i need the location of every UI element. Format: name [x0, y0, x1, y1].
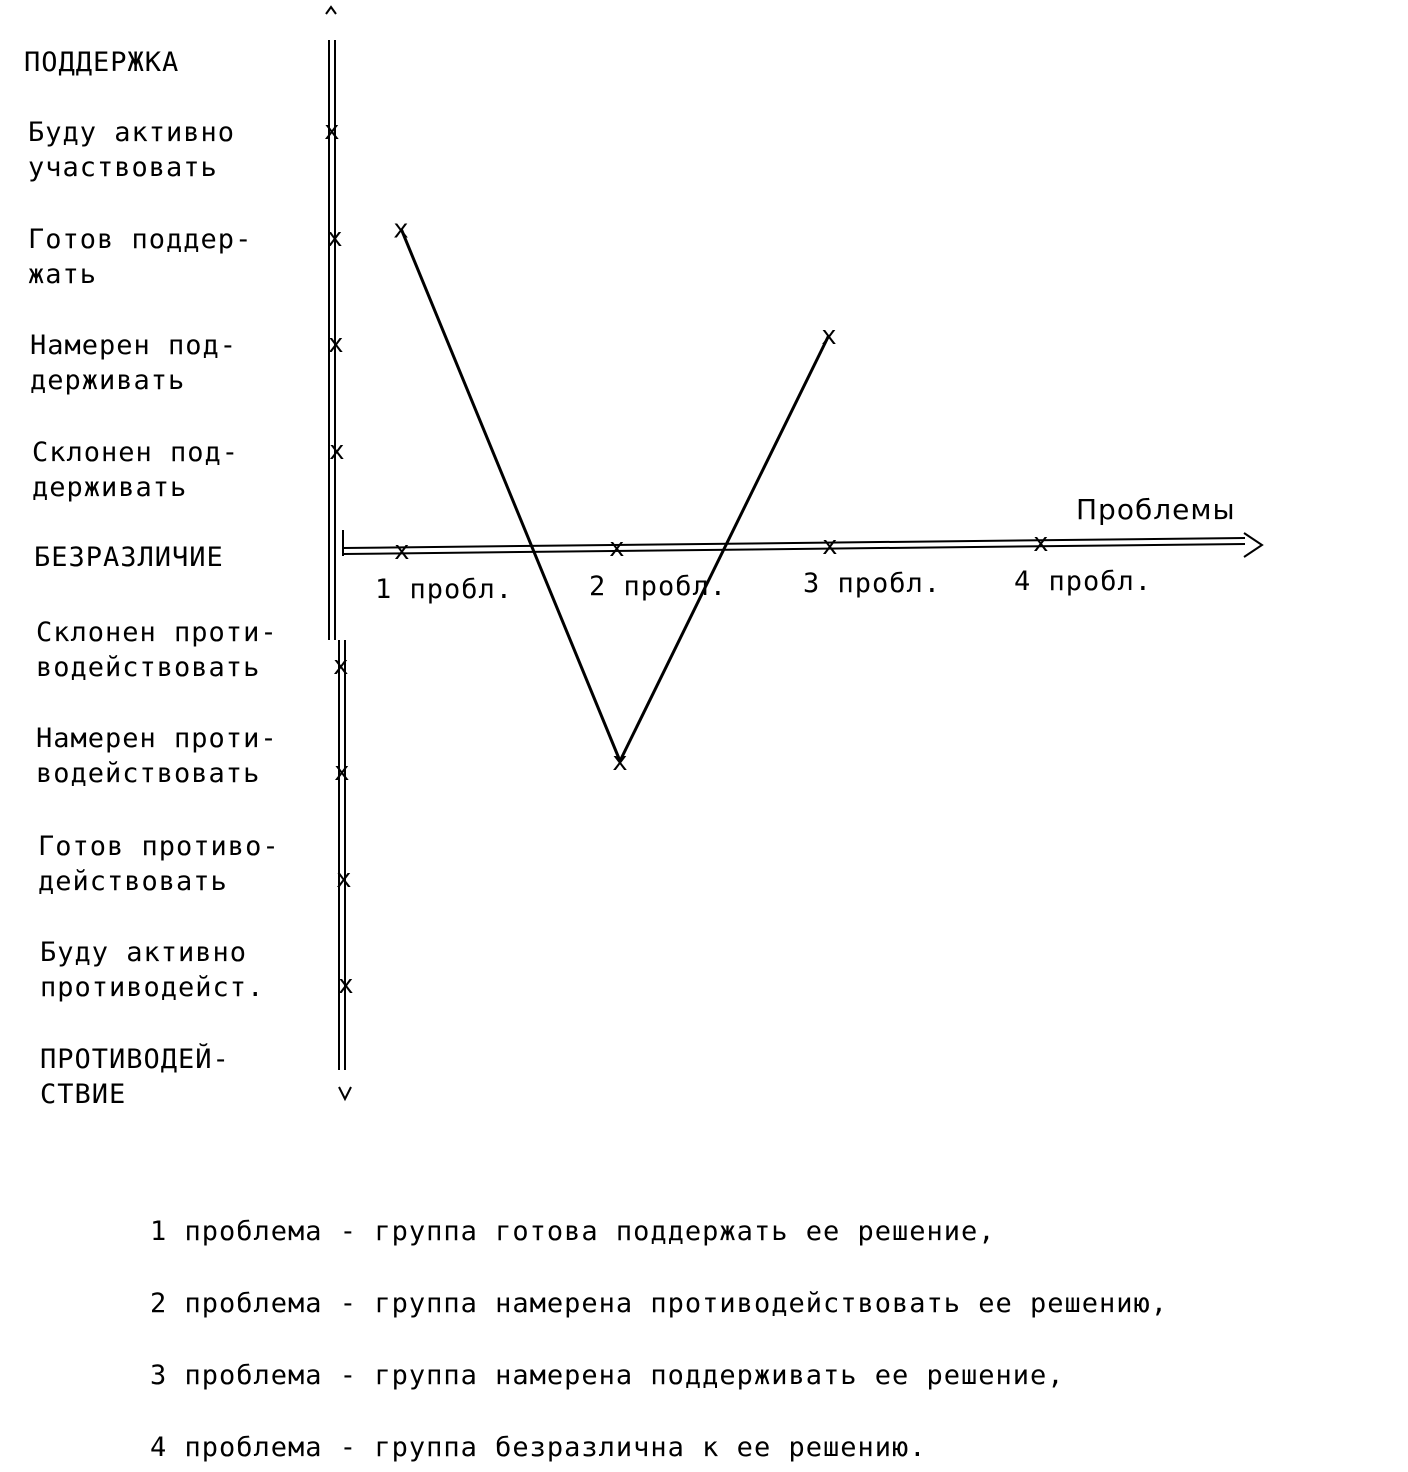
data-point-marker: x — [821, 321, 837, 351]
y-axis-arrowhead-bottom — [339, 1087, 351, 1099]
y-axis-label: Склонен под- держивать — [32, 437, 240, 503]
y-axis-label: Намерен под- держивать — [30, 330, 238, 396]
legend-item: 4 проблема - группа безразлична к ее решению. — [150, 1432, 927, 1463]
y-axis-tick: x — [329, 436, 345, 466]
x-axis-label: 1 пробл. — [375, 574, 514, 605]
x-axis-title: Проблемы — [1076, 493, 1236, 526]
y-axis-label: Готов поддер- жать — [28, 224, 253, 290]
y-axis-tick: x — [328, 329, 344, 359]
y-axis-tick: x — [333, 651, 349, 681]
y-axis-tick: x — [334, 757, 350, 787]
x-axis-tick: x — [609, 533, 625, 563]
x-axis-arrowhead — [1244, 533, 1262, 557]
y-axis-label: ПОДДЕРЖКА — [24, 47, 180, 78]
y-axis-tick: x — [338, 970, 354, 1000]
y-axis-label: Буду активно участвовать — [28, 117, 236, 183]
y-axis-label: Буду активно противодейст. — [40, 937, 265, 1003]
x-axis-label: 3 пробл. — [803, 568, 942, 599]
y-axis-label: БЕЗРАЗЛИЧИЕ — [34, 542, 224, 573]
y-axis-arrowhead-top — [326, 7, 336, 14]
x-axis-tick: x — [1033, 528, 1049, 558]
y-axis-tick: x — [324, 116, 340, 146]
x-axis-tick: x — [394, 536, 410, 566]
y-axis-label: Готов противо- действовать — [38, 831, 280, 897]
y-axis-label: Склонен проти- водействовать — [36, 617, 278, 683]
legend-item: 3 проблема - группа намерена поддерживать ее решение, — [150, 1360, 1065, 1391]
x-axis-label: 4 пробл. — [1014, 566, 1153, 597]
data-point-marker: x — [612, 747, 628, 777]
x-axis-tick: x — [822, 531, 838, 561]
y-axis-tick: x — [327, 223, 343, 253]
y-axis-tick: x — [336, 864, 352, 894]
x-axis-label: 2 пробл. — [589, 571, 728, 602]
legend-item: 2 проблема - группа намерена противодействовать ее решению, — [150, 1288, 1169, 1319]
y-axis-label: Намерен проти- водействовать — [36, 723, 278, 789]
data-point-marker: x — [393, 214, 409, 245]
legend-item: 1 проблема - группа готова поддержать ее решение, — [150, 1216, 996, 1247]
data-line-segment — [401, 229, 620, 762]
y-axis-label: ПРОТИВОДЕЙ- СТВИЕ — [40, 1044, 230, 1110]
